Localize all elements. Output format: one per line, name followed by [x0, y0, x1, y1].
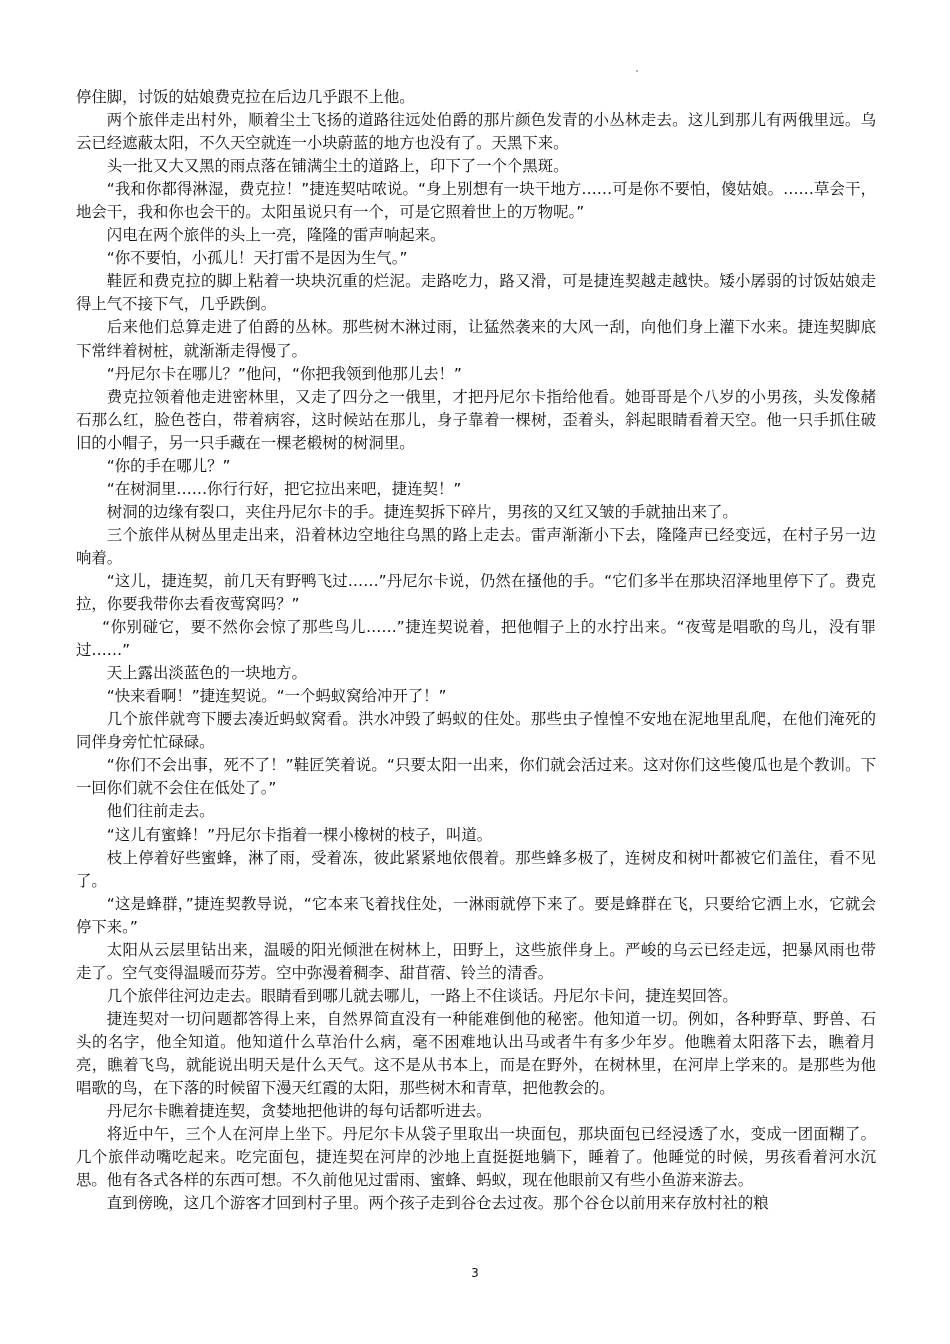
- paragraph: 丹尼尔卡瞧着捷连契，贪婪地把他讲的每句话都听进去。: [106, 1102, 492, 1121]
- paragraph: “你的手在哪儿？”: [106, 456, 231, 475]
- paragraph: 几个旅伴就弯下腰去凑近蚂蚁窝看。洪水冲毁了蚂蚁的住处。那些虫子惶惶不安地在泥地里乱爬，在他们淹死的同伴身旁忙忙碌碌。: [76, 710, 876, 752]
- paragraph: 两个旅伴走出村外，顺着尘土飞扬的道路往远处伯爵的那片颜色发青的小丛林走去。这儿到那儿有两俄里远。乌云已经遮蔽太阳，不久天空就连一小块蔚蓝的地方也没有了。天黑下来。: [76, 111, 876, 153]
- document-page: [76, 86, 876, 1215]
- paragraph: 将近中午，三个人在河岸上坐下。丹尼尔卡从袋子里取出一块面包，那块面包已经浸透了水，变成一团面糊了。几个旅伴动嘴吃起来。吃完面包，捷连契在河岸的沙地上直挺挺地躺下，睡着了。他睡觉的时候，男孩看着河水沉思。他有各式各样的东西可想。不久前他见过雷雨、蜜蜂、蚂蚁，现在他眼前又有些小鱼游来游去。: [76, 1125, 876, 1190]
- paragraph: 枝上停着好些蜜蜂，淋了雨，受着冻，彼此紧紧地依偎着。那些蜂多极了，连树皮和树叶都被它们盖住，看不见了。: [76, 848, 876, 890]
- page-number: 3: [471, 1266, 479, 1280]
- paragraph: 他们往前走去。: [106, 802, 215, 821]
- paragraph: “在树洞里……你行行好，把它拉出来吧，捷连契！”: [106, 479, 462, 498]
- paragraph: 三个旅伴从树丛里走出来，沿着林边空地往乌黑的路上走去。雷声渐渐小下去，隆隆声已经变远，在村子另一边响着。: [76, 525, 876, 567]
- paragraph: “你别碰它，要不然你会惊了那些鸟儿……”捷连契说着，把他帽子上的水拧出来。“夜莺是唱歌的鸟儿，没有罪过……”: [76, 618, 876, 660]
- paragraph: 太阳从云层里钻出来，温暖的阳光倾泄在树林上，田野上，这些旅伴身上。严峻的乌云已经走远，把暴风雨也带走了。空气变得温暖而芬芳。空中弥漫着稠李、甜苜蓿、铃兰的清香。: [76, 940, 876, 982]
- paragraph: “你不要怕，小孤儿！天打雷不是因为生气。”: [106, 249, 408, 268]
- paragraph: 捷连契对一切问题都答得上来，自然界简直没有一种能难倒他的秘密。他知道一切。例如，各种野草、野兽、石头的名字，他全知道。他知道什么草治什么病，毫不困难地认出马或者牛有多少年岁。他瞧着太阳落下去，瞧着月亮，瞧着飞鸟，就能说出明天是什么天气。这不是从书本上，而是在野外，在树林里，在河岸上学来的。是那些为他唱歌的鸟，在下落的时候留下漫天红霞的太阳，那些树木和青草，把他教会的。: [76, 1009, 876, 1098]
- paragraph: 几个旅伴往河边走去。眼睛看到哪儿就去哪儿，一路上不住谈话。丹尼尔卡问，捷连契回答。: [106, 986, 738, 1005]
- paragraph: “丹尼尔卡在哪儿？”他问，“你把我领到他那儿去！”: [106, 364, 462, 383]
- paragraph: “这儿有蜜蜂！”丹尼尔卡指着一棵小橡树的枝子，叫道。: [106, 825, 493, 844]
- paragraph: “快来看啊！”捷连契说。“一个蚂蚁窝给冲开了！”: [106, 687, 447, 706]
- paragraph: 后来他们总算走进了伯爵的丛林。那些树木淋过雨，让猛然袭来的大风一刮，向他们身上灌下水来。捷连契脚底下常绊着树桩，就渐渐走得慢了。: [76, 318, 876, 360]
- paragraph: 天上露出淡蓝色的一块地方。: [106, 664, 307, 683]
- paragraph: 停住脚，讨饭的姑娘费克拉在后边几乎跟不上他。: [76, 88, 415, 106]
- paragraph: 头一批又大又黑的雨点落在铺满尘土的道路上，印下了一个个黑斑。: [106, 157, 569, 176]
- paragraph: “你们不会出事，死不了！”鞋匠笑着说。“只要太阳一出来，你们就会活过来。这对你们这些傻瓜也是个教训。下一回你们就不会住在低处了。”: [76, 756, 876, 798]
- paragraph: 树洞的边缘有裂口，夹住丹尼尔卡的手。捷连契拆下碎片，男孩的又红又皱的手就抽出来了。: [106, 502, 738, 521]
- paragraph: 费克拉领着他走进密林里，又走了四分之一俄里，才把丹尼尔卡指给他看。她哥哥是个八岁的小男孩，头发像赭石那么红，脸色苍白，带着病容，这时候站在那儿，身子靠着一棵树，歪着头，斜起眼睛看着天空。他一只手抓住破旧的小帽子，另一只手藏在一棵老椴树的树洞里。: [76, 387, 876, 452]
- paragraph: “这儿，捷连契，前几天有野鸭飞过……”丹尼尔卡说，仍然在搔他的手。“它们多半在那块沼泽地里停下了。费克拉，你要我带你去看夜莺窝吗？”: [76, 571, 876, 614]
- paragraph: 直到傍晚，这几个游客才回到村子里。两个孩子走到谷仓去过夜。那个谷仓以前用来存放村社的粮: [106, 1194, 769, 1213]
- paragraph: 闪电在两个旅伴的头上一亮，隆隆的雷声响起来。: [106, 226, 446, 245]
- corner-dot: [636, 70, 638, 72]
- paragraph: “这是蜂群，”捷连契教导说，“它本来飞着找住处，一淋雨就停下来了。要是蜂群在飞，只要给它洒上水，它就会停下来。”: [76, 894, 876, 936]
- paragraph: 鞋匠和费克拉的脚上粘着一块块沉重的烂泥。走路吃力，路又滑，可是捷连契越走越快。矮小孱弱的讨饭姑娘走得上气不接下气，几乎跌倒。: [76, 272, 876, 314]
- paragraph: “我和你都得淋湿，费克拉！”捷连契咕哝说。“身上别想有一块干地方……可是你不要怕，傻姑娘。……草会干，地会干，我和你也会干的。太阳虽说只有一个，可是它照着世上的万物呢。”: [76, 180, 876, 222]
